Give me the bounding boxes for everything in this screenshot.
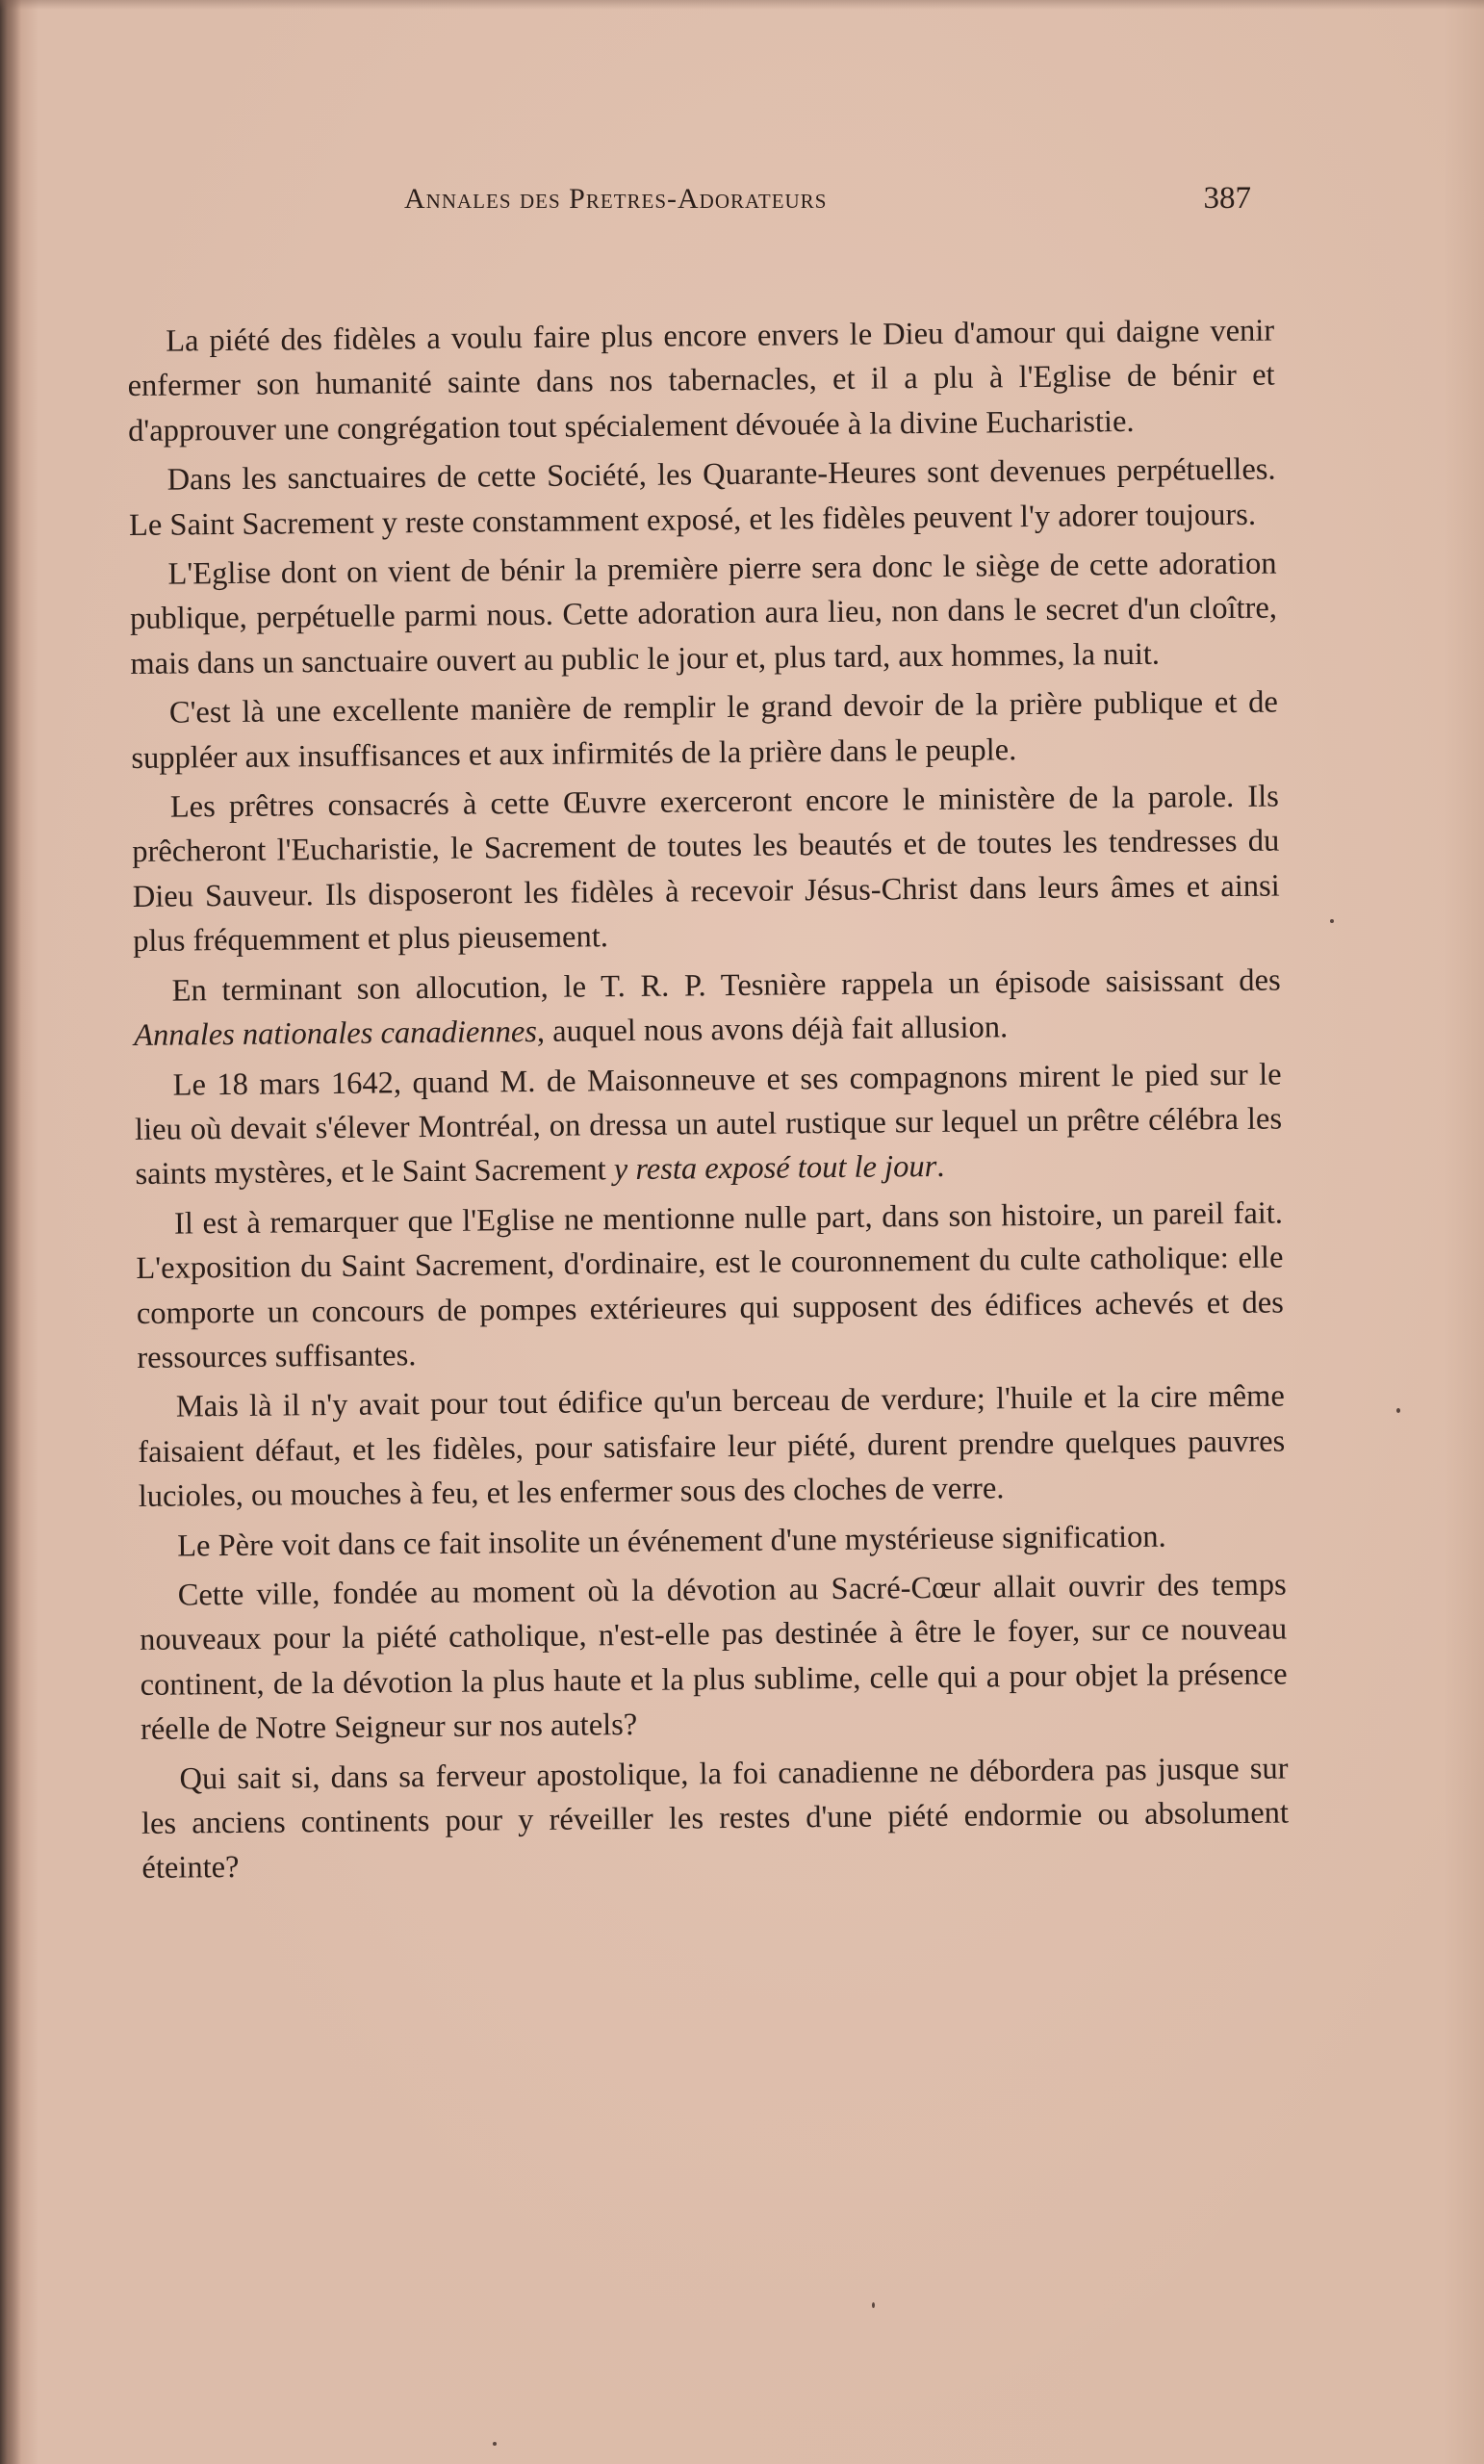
paragraph: L'Eglise dont on vient de bénir la première pierre sera donc le siège de cette adoration publique, perpétuelle parmi nous. Cette adoration aura lieu, non dans le secret d'un cloître, mais dans un sanctuaire ouvert au public le jour et, plus tard, aux hommes, la nuit.: [129, 546, 1278, 681]
spine-shadow: [0, 0, 21, 2464]
body-text: [127, 309, 1290, 1896]
running-head: [404, 183, 1251, 231]
paragraph: Il est à remarquer que l'Eglise ne mentionne nulle part, dans son histoire, un pareil fait. L'exposition du Saint Sacrement, d'ordinaire, est le couronnement du culte catholique: elle comporte un concours de pompes extérieures qui supposent des édifices achevés et des ressources suffisantes.: [136, 1195, 1285, 1375]
paragraph-text: En terminant son allocution, le T. R. P. Tesnière rappela un épisode saisissant des: [171, 962, 1281, 1009]
paragraph: C'est là une excellente manière de remplir le grand devoir de la prière publique et de suppléer aux insuffisances et aux infirmités de la prière dans le peuple.: [131, 684, 1279, 776]
paragraph: [133, 958, 1281, 1058]
paragraph-text: Le 18 mars 1642, quand M. de Maisonneuve et ses compagnons mirent le pied sur le lieu où devait s'élever Montréal, on dressa un autel rustique sur lequel un prêtre célébra les saints mystères, et le Saint Sacrement: [134, 1057, 1283, 1193]
running-title: Annales des Pretres-Adorateurs: [404, 183, 828, 215]
paper-speck: [1330, 919, 1334, 923]
italic-phrase: y resta exposé tout le jour: [613, 1149, 937, 1188]
paragraph: Mais là il n'y avait pour tout édifice qu'un berceau de verdure; l'huile et la cire même faisaient défaut, et les fidèles, pour satisfaire leur piété, durent prendre quelques pauvres lucioles, ou mouches à feu, et les enfermer sous des cloches de verre.: [138, 1378, 1286, 1515]
paragraph: Cette ville, fondée au moment où la dévotion au Sacré-Cœur allait ouvrir des temps nouveaux pour la piété catholique, n'est-elle pas destinée à être le foyer, sur ce nouveau continent, de la dévotion la plus haute et la plus sublime, celle qui a pour objet la présence réelle de Notre Seigneur sur nos autels?: [140, 1567, 1288, 1748]
paragraph-text: , auquel nous avons déjà fait allusion.: [536, 1010, 1009, 1050]
paragraph: Le Père voit dans ce fait insolite un événement d'une mystérieuse signification.: [177, 1519, 1166, 1564]
page-number: 387: [1203, 181, 1251, 216]
paragraph-text: .: [936, 1149, 945, 1185]
page-top-edge: [0, 0, 1484, 10]
paragraph: [134, 1052, 1282, 1197]
italic-title: Annales nationales canadiennes: [133, 1014, 538, 1054]
paragraph: Les prêtres consacrés à cette Œuvre exerceront encore le ministère de la parole. Ils prêcheront l'Eucharistie, le Sacrement de toutes les beautés et de toutes les tendresses du Dieu Sauveur. Ils disposeront les fidèles à recevoir Jésus-Christ dans leurs âmes et ainsi plus fréquemment et plus pieusement.: [132, 779, 1280, 960]
paragraph: Dans les sanctuaires de cette Société, les Quarante-Heures sont devenues perpétuelles. Le Saint Sacrement y reste constamment exposé, et les fidèles peuvent l'y adorer toujours.: [128, 451, 1276, 543]
paper-speck: [1396, 1408, 1400, 1413]
paragraph: La piété des fidèles a voulu faire plus encore envers le Dieu d'amour qui daigne venir enfermer son humanité sainte dans nos tabernacles, et il a plu à l'Eglise de bénir et d'approuver une congrégation tout spécialement dévouée à la divine Eucharistie.: [127, 313, 1275, 449]
paragraph: Qui sait si, dans sa ferveur apostolique, la foi canadienne ne débordera pas jusque sur les anciens continents pour y réveiller les restes d'une piété endormie ou absolument éteinte?: [141, 1751, 1290, 1886]
paper-speck: [493, 2442, 497, 2446]
paper-speck: [872, 2302, 875, 2308]
